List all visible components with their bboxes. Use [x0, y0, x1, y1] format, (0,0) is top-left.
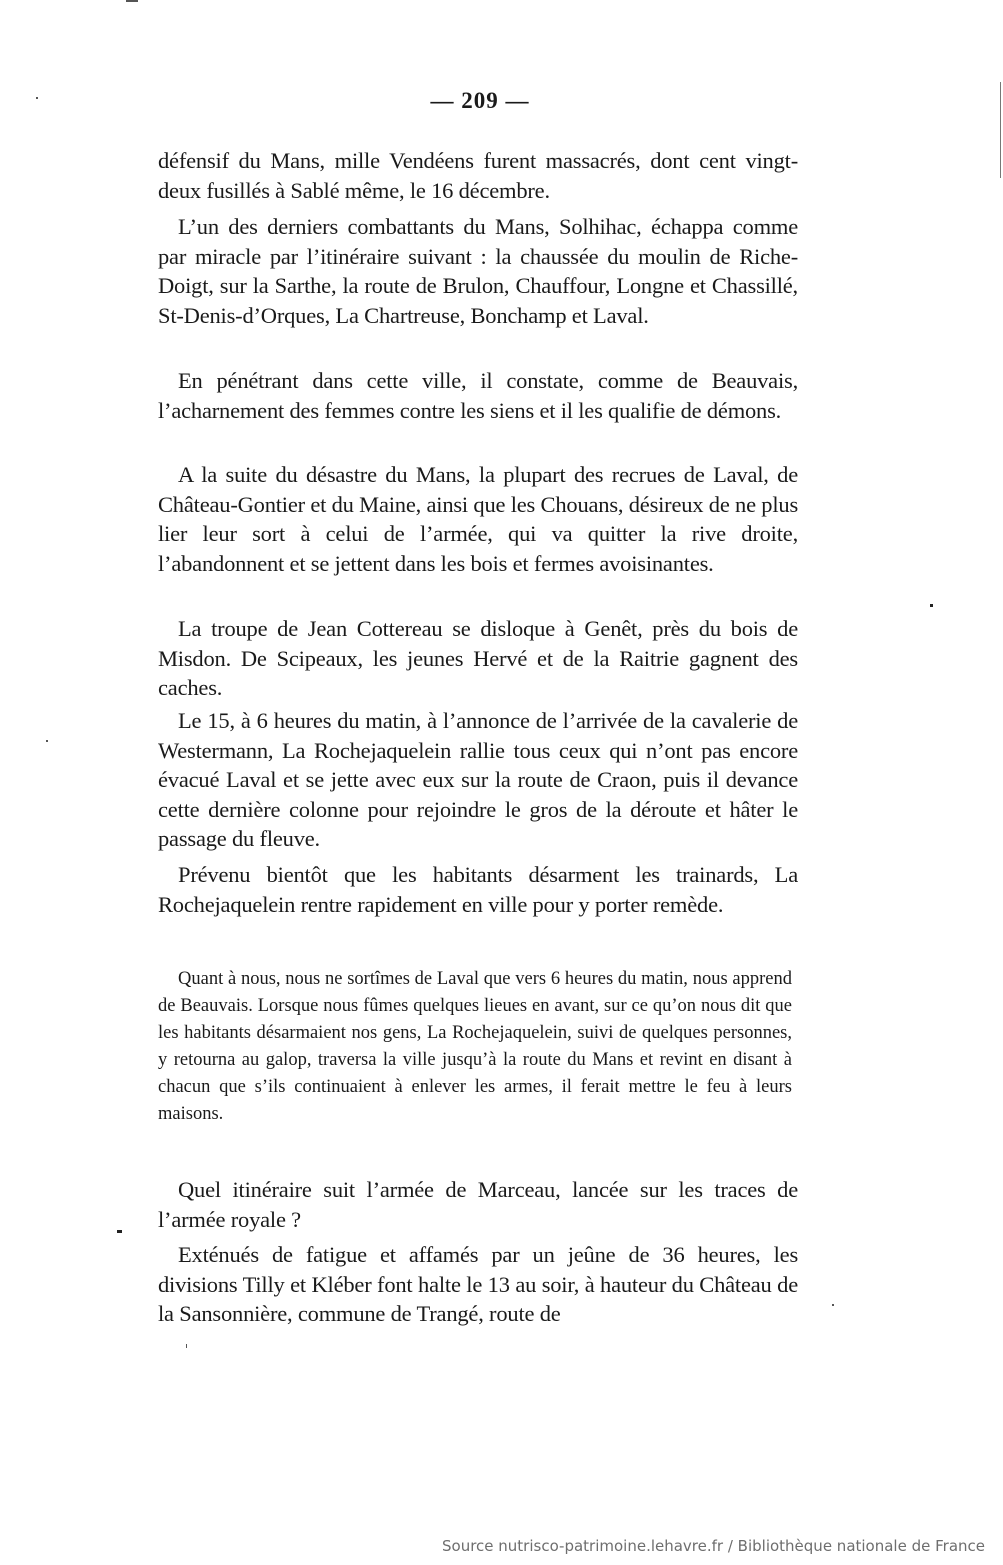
paragraph: défensif du Mans, mille Vendéens furent massacrés, dont cent vingt-deux fusillés à Sablé même, le 16 décembre.	[158, 148, 798, 203]
scan-speck	[117, 1230, 122, 1233]
paragraph: A la suite du désastre du Mans, la plupart des recrues de Laval, de Château-Gontier et du Maine, ainsi que les Chouans, désireux de ne plus lier leur sort à celui de l’armée, qui va quitter la rive droite, l’abandonnent et se jettent dans les bois et fermes avoisinantes.	[158, 462, 799, 576]
paragraph: En pénétrant dans cette ville, il constate, comme de Beauvais, l’acharnement des femmes contre les siens et il les qualifie de démons.	[158, 368, 798, 423]
paragraph: Prévenu bientôt que les habitants désarment les trainards, La Rochejaquelein rentre rapidement en ville pour y porter remède.	[158, 862, 798, 917]
scan-mark-right-edge	[1000, 82, 1001, 178]
paragraph: Quel itinéraire suit l’armée de Marceau, lancée sur les traces de l’armée royale ?	[158, 1177, 798, 1232]
source-attribution: Source nutrisco-patrimoine.lehavre.fr / Bibliothèque nationale de France	[442, 1537, 985, 1555]
scan-speck	[186, 1344, 187, 1348]
paragraph: L’un des derniers combattants du Mans, Solhihac, échappa comme par miracle par l’itinéraire suivant : la chaussée du moulin de Riche-Doigt, sur la Sarthe, la route de Brulon, Chauffour, Longne et Chassillé, St-Denis-d’Orques, La Chartreuse, Bonchamp et Laval.	[158, 214, 798, 328]
scan-speck	[930, 604, 933, 607]
scan-mark-top	[126, 0, 138, 2]
paragraph: Exténués de fatigue et affamés par un jeûne de 36 heures, les divisions Tilly et Kléber font halte le 13 au soir, à hauteur du Château de la Sansonnière, commune de Trangé, route de	[158, 1242, 798, 1326]
paragraph: Le 15, à 6 heures du matin, à l’annonce de l’arrivée de la cavalerie de Westermann, La Rochejaquelein rallie tous ceux qui n’ont pas encore évacué Laval et se jette avec eux sur la route de Craon, puis il devance cette dernière colonne pour rejoindre le gros de la déroute et hâter le passage du fleuve.	[158, 708, 798, 851]
scan-speck	[832, 1304, 834, 1306]
paragraph: La troupe de Jean Cottereau se disloque à Genêt, près du bois de Misdon. De Scipeaux, les jeunes Hervé et de la Raitrie gagnent des caches.	[158, 616, 798, 700]
scan-speck	[46, 740, 48, 742]
page-number: — 209 —	[430, 88, 530, 113]
block-quote: Quant à nous, nous ne sortîmes de Laval que vers 6 heures du matin, nous apprend de Beauvais. Lorsque nous fûmes quelques lieues en avant, sur ce qu’on nous dit que les habitants désarmaient nos gens, La Rochejaquelein, suivi de quelques personnes, y retourna au galop, traversa la ville jusqu’à la route du Mans et revint en disant à chacun que s’ils continuaient à enlever les armes, il ferait mettre le feu à leurs maisons.	[158, 969, 792, 1124]
